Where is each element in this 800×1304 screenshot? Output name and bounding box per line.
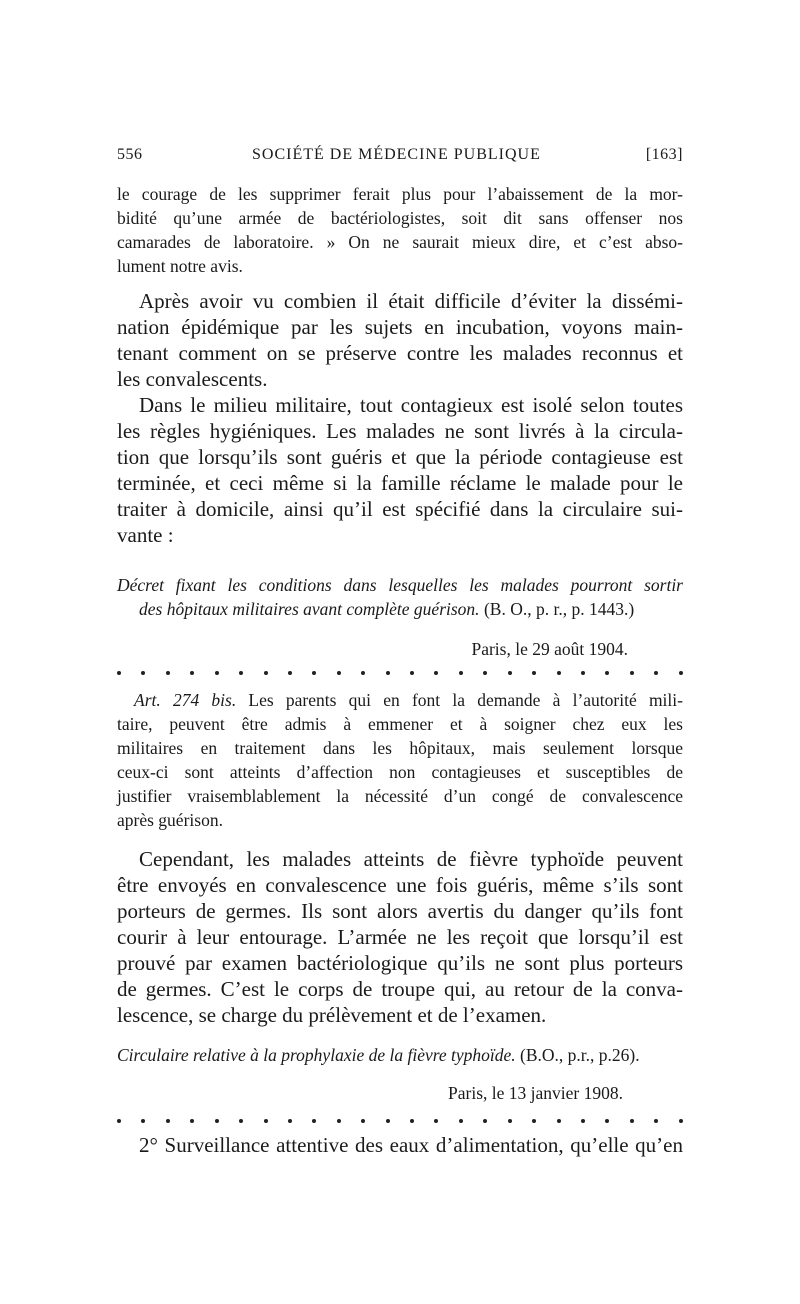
- decret-title-italic: des hôpitaux militaires avant complète guérison.: [139, 599, 480, 619]
- text-line: bidité qu’une armée de bactériologistes, soit dit sans offenser nos: [117, 208, 683, 228]
- text-line: prouvé par examen bactériologique qu’ils ne sont plus porteurs: [117, 951, 683, 975]
- text-line: vante :: [117, 523, 174, 547]
- text-line: le courage de les supprimer ferait plus pour l’abaissement de la mor-: [117, 184, 683, 204]
- text-line: Après avoir vu combien il était difficile d’éviter la dissémi-: [139, 289, 683, 313]
- text-line: les convalescents.: [117, 367, 268, 391]
- decret-title-line: Décret fixant les conditions dans lesquelles les malades pourront sortir: [117, 575, 683, 595]
- text-line: justifier vraisemblablement la nécessité d’un congé de convalescence: [117, 786, 683, 806]
- text-line: terminée, et ceci même si la famille réclame le malade pour le: [117, 471, 683, 495]
- final-line-block: [117, 1132, 683, 1158]
- section-ref: [163]: [645, 146, 683, 163]
- text-line: militaires en traitement dans les hôpitaux, mais seulement lorsque: [117, 738, 683, 758]
- page-number: 556: [117, 146, 143, 163]
- text-line: les règles hygiéniques. Les malades ne sont livrés à la circula-: [117, 419, 683, 443]
- text-line: Cependant, les malades atteints de fièvre typhoïde peuvent: [139, 847, 683, 871]
- decret-heading: [117, 573, 683, 621]
- paragraph-2: [117, 288, 683, 392]
- text-line: tenant comment on se préserve contre les malades reconnus et: [117, 341, 683, 365]
- text-line: tion que lorsqu’ils sont guéris et que la période contagieuse est: [117, 445, 683, 469]
- text-line: ceux-ci sont atteints d’affection non contagieuses et susceptibles de: [117, 762, 683, 782]
- circulaire-heading: [117, 1043, 683, 1067]
- text-line: 2° Surveillance attentive des eaux d’alimentation, qu’elle qu’en: [139, 1133, 683, 1157]
- text-line: de germes. C’est le corps de troupe qui, au retour de la conva-: [117, 977, 683, 1001]
- article-274-bis: [117, 688, 683, 832]
- paragraph-3: [117, 392, 683, 548]
- circulaire-date: Paris, le 13 janvier 1908.: [448, 1083, 623, 1103]
- text-line: porteurs de germes. Ils sont alors avertis du danger qu’ils font: [117, 899, 683, 923]
- article-text: Les parents qui en font la demande à l’autorité mili-: [236, 690, 683, 710]
- text-line: camarades de laboratoire. » On ne saurait mieux dire, et c’est abso-: [117, 232, 683, 252]
- paragraph-1: [117, 182, 683, 278]
- running-title: SOCIÉTÉ DE MÉDECINE PUBLIQUE: [252, 146, 541, 163]
- paragraph-4: [117, 846, 683, 1028]
- text-line: Dans le milieu militaire, tout contagieux est isolé selon toutes: [139, 393, 683, 417]
- text-line: après guérison.: [117, 810, 223, 830]
- circulaire-title: Circulaire relative à la prophylaxie de la fièvre typhoïde.: [117, 1045, 516, 1065]
- text-line: traiter à domicile, ainsi qu’il est spécifié dans la circulaire sui-: [117, 497, 683, 521]
- text-line: nation épidémique par les sujets en incubation, voyons main-: [117, 315, 683, 339]
- article-label: Art. 274 bis.: [134, 690, 237, 710]
- circulaire-date-block: [117, 1081, 683, 1105]
- text-line: être envoyés en convalescence une fois guéris, même s’ils sont: [117, 873, 683, 897]
- decret-reference: (B. O., p. r., p. 1443.): [479, 599, 635, 619]
- decret-title-line: [117, 597, 683, 621]
- decret-date-block: [117, 637, 683, 661]
- decret-date: Paris, le 29 août 1904.: [471, 639, 628, 659]
- circulaire-reference: (B.O., p.r., p.26).: [515, 1045, 640, 1065]
- text-line: lescence, se charge du prélèvement et de l’examen.: [117, 1003, 547, 1027]
- ellipsis-row: [117, 671, 683, 675]
- text-line: taire, peuvent être admis à emmener et à soigner chez eux les: [117, 714, 683, 734]
- article-first-line: [117, 688, 683, 712]
- text-line: courir à leur entourage. L’armée ne les reçoit que lorsqu’il est: [117, 925, 683, 949]
- text-line: lument notre avis.: [117, 256, 243, 276]
- ellipsis-row: [117, 1119, 683, 1123]
